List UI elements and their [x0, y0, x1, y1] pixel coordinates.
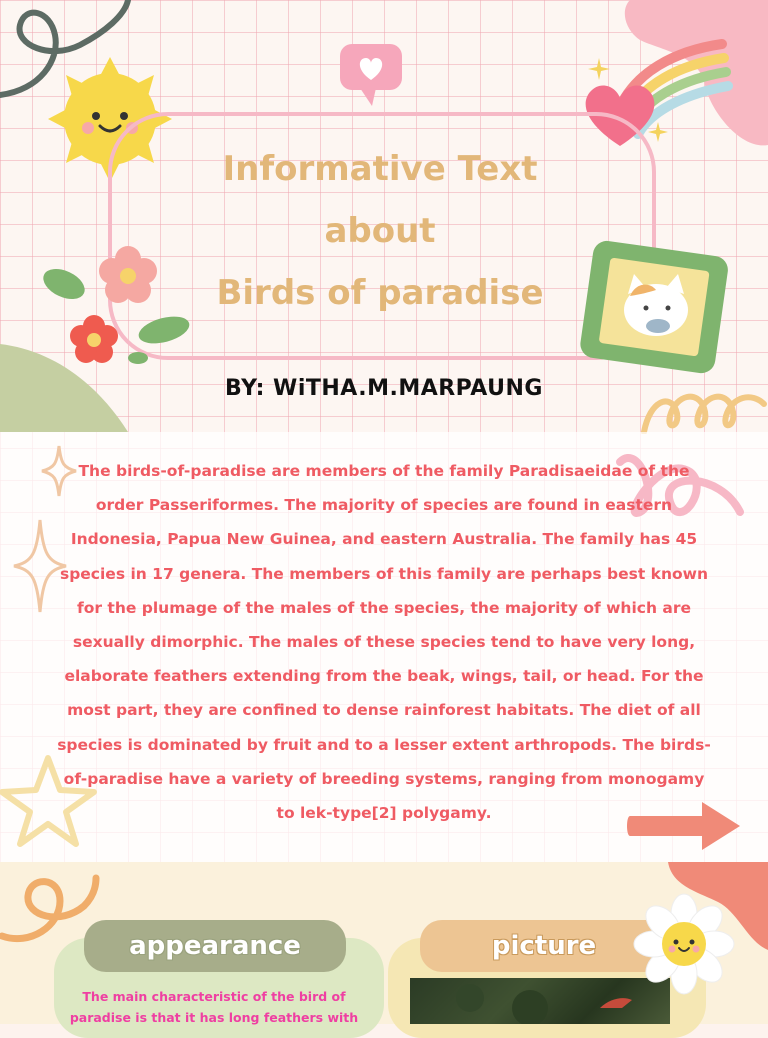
bird-photo [410, 978, 670, 1024]
title-line-3: Birds of paradise [216, 273, 544, 313]
sparkle-icon [588, 58, 610, 80]
body-paragraph: The birds-of-paradise are members of the family Paradisaeidae of the order Passeriformes. The majority of species are found in eastern Indonesia, Papua New Guinea, and eastern Australia. The family has 45 species in 17 genera. The members of this family are perhaps best known for the plumage of the males of the species, the majority of which are sexually dimorphic. The males of these species tend to have very long, elaborate feathers extending from the beak, wings, tail, or head. For the most part, they are confined to dense rainforest habitats. The diet of all species is dominated by fruit and to a lesser extent arthropods. The birds-of-paradise have a variety of breeding systems, ranging from monogamy to lek-type[2] polygamy. [57, 462, 711, 823]
page-title [150, 138, 610, 324]
heart-bubble-icon [336, 40, 408, 110]
appearance-heading: appearance [84, 920, 346, 972]
sparkle-icon [648, 122, 668, 142]
title-line-2: about [324, 211, 436, 251]
title-line-1: Informative Text [222, 149, 538, 189]
picture-heading: picture [420, 920, 668, 972]
daisy-icon [632, 892, 736, 996]
author-byline: BY: WiTHA.M.MARPAUNG [225, 376, 543, 401]
appearance-text: The main characteristic of the bird of paradise is that it has long feathers with [69, 989, 359, 1025]
